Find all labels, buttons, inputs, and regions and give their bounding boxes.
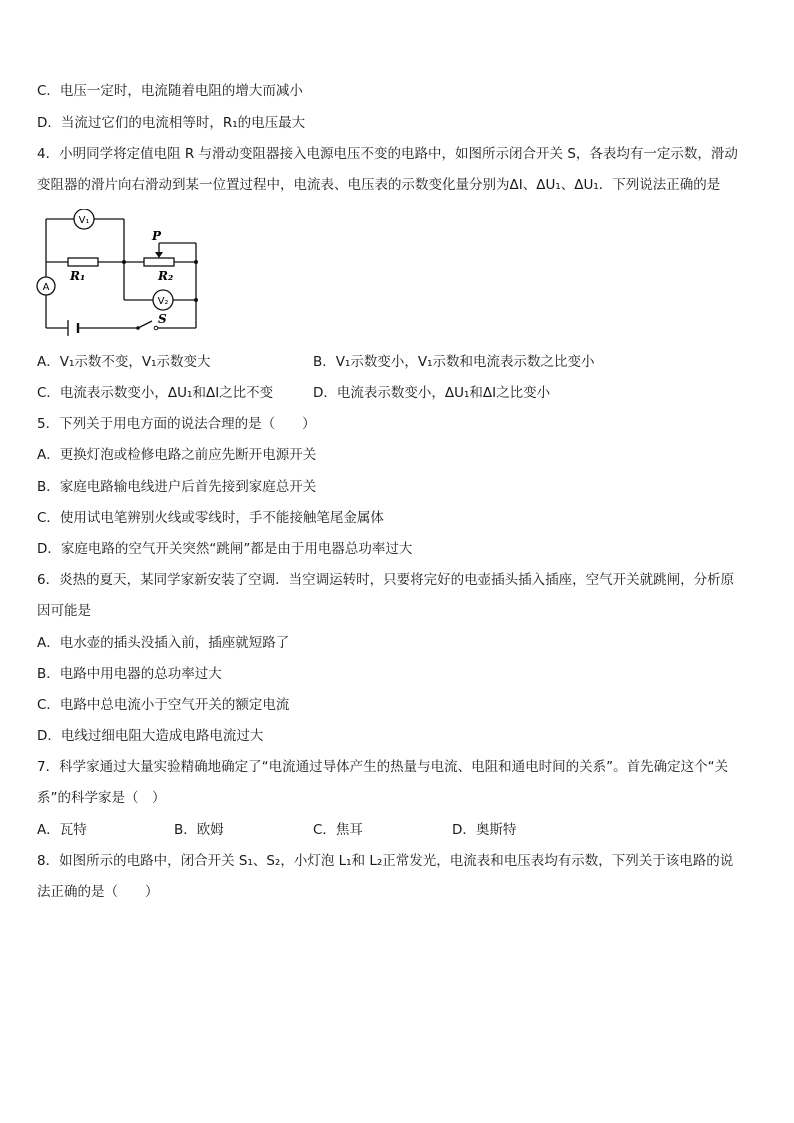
q8-stem-line2: 法正确的是（ ） <box>37 884 159 900</box>
q6-stem-line1: 6．炎热的夏天，某同学家新安装了空调．当空调运转时，只要将完好的电壶插头插入插座，空气开关就跳闸，分析原 <box>37 572 735 588</box>
q6-option-a: A．电水壶的插头没插入前，插座就短路了 <box>37 635 290 651</box>
label-r1: R₁ <box>70 269 86 283</box>
label-s: S <box>158 312 167 326</box>
q4-circuit-diagram <box>34 209 212 339</box>
q3-option-c: C．电压一定时，电流随着电阻的增大而减小 <box>37 83 303 99</box>
q7-option-b: B．欧姆 <box>174 822 224 838</box>
q5-option-a: A．更换灯泡或检修电路之前应先断开电源开关 <box>37 447 317 463</box>
q4-option-c: C．电流表示数变小，ΔU₁和ΔI之比不变 <box>37 385 274 401</box>
q6-option-c: C．电路中总电流小于空气开关的额定电流 <box>37 697 290 713</box>
q4-option-d: D．电流表示数变小，ΔU₁和ΔI之比变小 <box>313 385 551 401</box>
q4-stem-line1: 4．小明同学将定值电阻 R 与滑动变阻器接入电源电压不变的电路中，如图所示闭合开关 S，各表均有一定示数，滑动 <box>37 146 738 162</box>
label-v1: V₁ <box>78 215 90 226</box>
q7-option-d: D．奥斯特 <box>452 822 517 838</box>
q6-option-b: B．电路中用电器的总功率过大 <box>37 666 222 682</box>
q6-option-d: D．电线过细电阻大造成电路电流过大 <box>37 728 264 744</box>
q4-option-a: A．V₁示数不变，V₁示数变大 <box>37 354 211 370</box>
q7-option-c: C．焦耳 <box>313 822 363 838</box>
label-p: P <box>152 229 162 243</box>
q6-stem-line2: 因可能是 <box>37 603 91 619</box>
q7-stem-line2: 系”的科学家是（ ） <box>37 790 166 806</box>
q4-stem-line2: 变阻器的滑片向右滑动到某一位置过程中，电流表、电压表的示数变化量分别为ΔI、ΔU₁、ΔU₁．下列说法正确的是 <box>37 177 721 193</box>
q7-stem-line1: 7．科学家通过大量实验精确地确定了“电流通过导体产生的热量与电流、电阻和通电时间的关系”。首先确定这个“关 <box>37 759 729 775</box>
q5-option-d: D．家庭电路的空气开关突然“跳闸”都是由于用电器总功率过大 <box>37 541 413 557</box>
q5-option-c: C．使用试电笔辨别火线或零线时，手不能接触笔尾金属体 <box>37 510 384 526</box>
label-a: A <box>42 282 50 293</box>
label-r2: R₂ <box>158 269 174 283</box>
label-v2: V₂ <box>157 296 169 307</box>
q4-option-b: B．V₁示数变小，V₁示数和电流表示数之比变小 <box>313 354 595 370</box>
q5-stem: 5．下列关于用电方面的说法合理的是（ ） <box>37 416 316 432</box>
q7-option-a: A．瓦特 <box>37 822 87 838</box>
q8-stem-line1: 8．如图所示的电路中，闭合开关 S₁、S₂，小灯泡 L₁和 L₂正常发光，电流表和电压表均有示数，下列关于该电路的说 <box>37 853 734 869</box>
q3-option-d: D．当流过它们的电流相等时，R₁的电压最大 <box>37 115 306 131</box>
q5-option-b: B．家庭电路输电线进户后首先接到家庭总开关 <box>37 479 317 495</box>
